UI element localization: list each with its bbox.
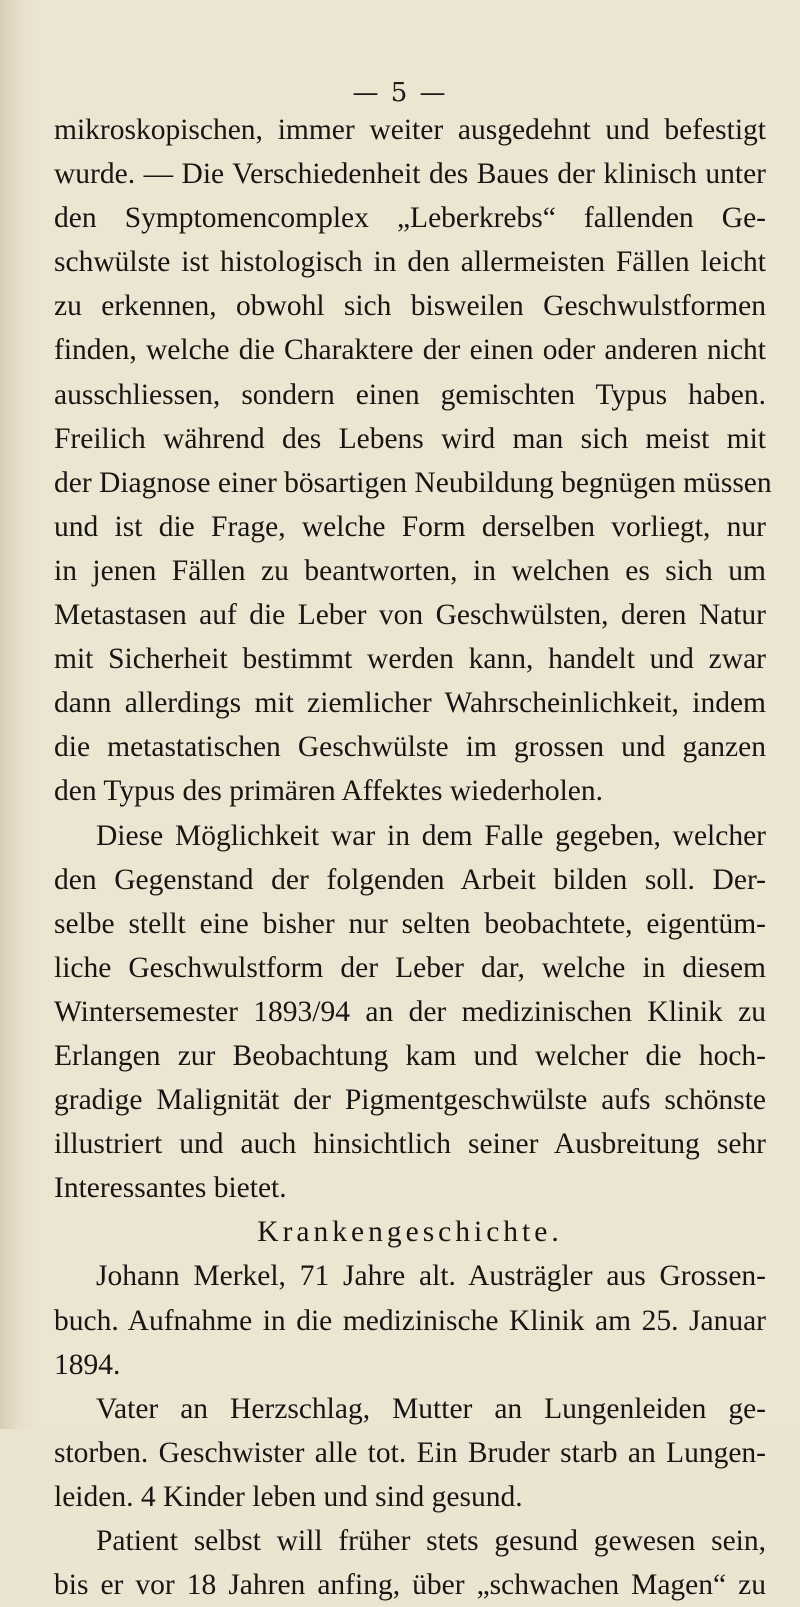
text-line: 1894. bbox=[54, 1348, 121, 1381]
text-line: Interessantes bietet. bbox=[54, 1172, 287, 1205]
text-line: Patient selbst will früher stets gesund gewesen sein, bbox=[96, 1525, 766, 1557]
text-line: Wintersemester 1893/94 an der medizinischen Klinik zu bbox=[54, 995, 766, 1028]
text-line: den Typus des primären Affektes wiederholen. bbox=[54, 775, 604, 808]
section-heading: Krankengeschichte. bbox=[257, 1216, 563, 1249]
text-line: illustriert und auch hinsichtlich seiner Ausbreitung sehr bbox=[54, 1128, 766, 1161]
text-line: in jenen Fällen zu beantworten, in welchen es sich um bbox=[54, 554, 766, 587]
text-line: leiden. 4 Kinder leben und sind gesund. bbox=[54, 1480, 523, 1513]
text-line: die metastatischen Geschwülste im grossen und ganzen bbox=[54, 731, 766, 764]
body-text bbox=[54, 108, 772, 1607]
text-line: Freilich während des Lebens wird man sich meist mit bbox=[54, 422, 766, 455]
text-line: buch. Aufnahme in die medizinische Klinik am 25. Januar bbox=[54, 1304, 766, 1337]
text-line: gradige Malignität der Pigmentgeschwülste aufs schönste bbox=[54, 1084, 766, 1117]
page-number: — 5 — bbox=[352, 78, 448, 108]
text-line: und ist die Frage, welche Form derselben vorliegt, nur bbox=[54, 510, 766, 543]
text-line: den Gegenstand der folgenden Arbeit bilden soll. Der- bbox=[54, 863, 766, 896]
text-line: selbe stellt eine bisher nur selten beobachtete, eigentüm- bbox=[54, 907, 766, 940]
text-line: Vater an Herzschlag, Mutter an Lungenleiden ge- bbox=[96, 1392, 766, 1425]
text-line: schwülste ist histologisch in den allermeisten Fällen leicht bbox=[54, 246, 766, 279]
text-line: Diese Möglichkeit war in dem Falle gegeben, welcher bbox=[96, 819, 766, 852]
text-line: ausschliessen, sondern einen gemischten Typus haben. bbox=[54, 378, 766, 411]
text-line: finden, welche die Charaktere der einen oder anderen nicht bbox=[54, 334, 766, 367]
text-line: mit Sicherheit bestimmt werden kann, handelt und zwar bbox=[54, 643, 766, 676]
text-line: storben. Geschwister alle tot. Ein Bruder starb an Lungen- bbox=[54, 1436, 766, 1469]
text-line: Erlangen zur Beobachtung kam und welcher die hoch- bbox=[54, 1039, 766, 1072]
text-line: Metastasen auf die Leber von Geschwülsten, deren Natur bbox=[54, 599, 766, 632]
text-line: mikroskopischen, immer weiter ausgedehnt und befestigt bbox=[54, 114, 766, 146]
text-line: wurde. — Die Verschiedenheit des Baues der klinisch unter bbox=[54, 158, 766, 191]
text-line: den Symptomencomplex „Leberkrebs“ fallenden Ge- bbox=[54, 202, 766, 235]
text-line: Johann Merkel, 71 Jahre alt. Austrägler aus Grossen- bbox=[96, 1260, 766, 1293]
text-line: zu erkennen, obwohl sich bisweilen Geschwulstformen bbox=[54, 290, 766, 323]
text-line: liche Geschwulstform der Leber dar, welche in diesem bbox=[54, 951, 766, 984]
text-line: der Diagnose einer bösartigen Neubildung begnügen müssen bbox=[54, 466, 772, 499]
text-line: bis er vor 18 Jahren anfing, über „schwachen Magen“ zu bbox=[54, 1569, 766, 1602]
text-line: dann allerdings mit ziemlicher Wahrscheinlichkeit, indem bbox=[54, 687, 766, 720]
